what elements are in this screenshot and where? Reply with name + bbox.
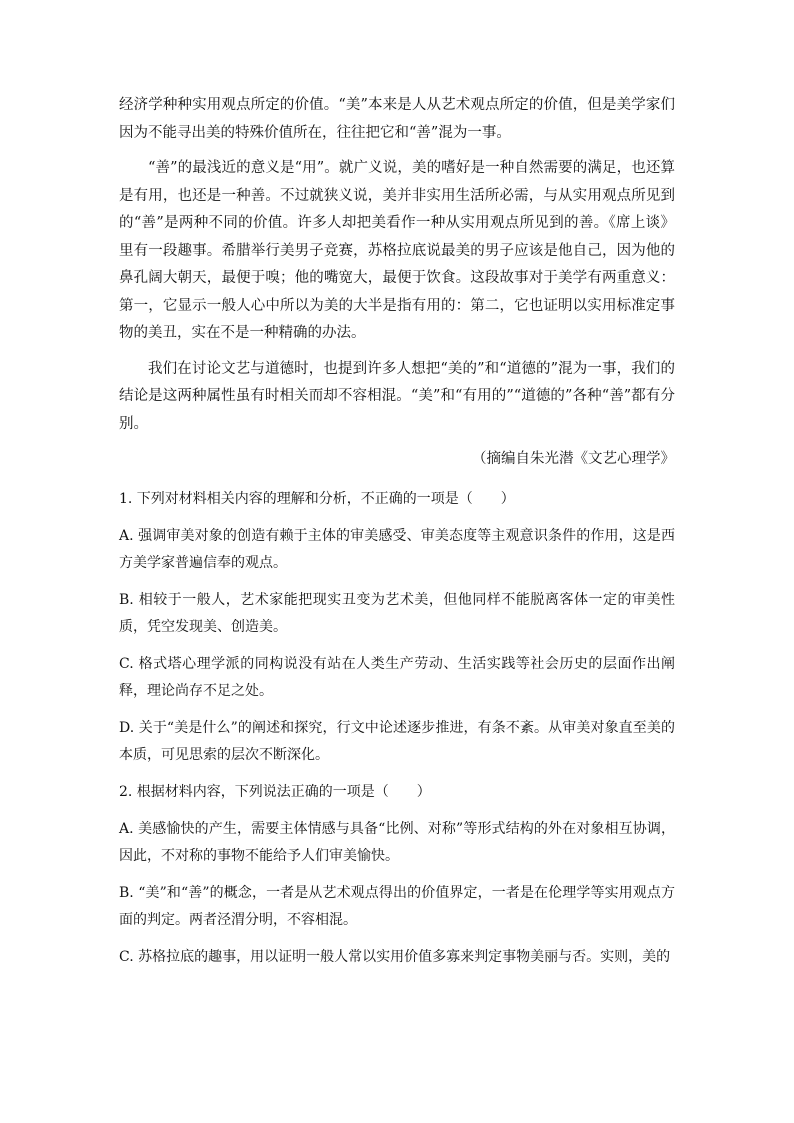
question-stem: 1. 下列对材料相关内容的理解和分析，不正确的一项是（ ） — [119, 490, 515, 507]
option-a: A. 强调审美对象的创造有赖于主体的审美感受、审美态度等主观意识条件的作用，这是西方美学家普遍信奉的观点。 — [119, 527, 675, 571]
question-2 — [119, 779, 675, 971]
question-1 — [119, 486, 675, 769]
passage-paragraph-3: 我们在讨论文艺与道德时，也提到许多人想把“美的”和“道德的”混为一事，我们的结论是这两种属性虽有时相关而却不容相混。“美”和“有用的”“道德的”各种“善”都有分别。 — [119, 360, 675, 432]
passage-source: （摘编自朱光潜《文艺心理学》 — [472, 451, 675, 467]
option-c: C. 格式塔心理学派的同构说没有站在人类生产劳动、生活实践等社会历史的层面作出阐释，理论尚存不足之处。 — [119, 655, 675, 699]
question-stem: 2. 根据材料内容，下列说法正确的一项是（ ） — [119, 783, 431, 800]
option-d: D. 关于“美是什么”的阐述和探究，行文中论述逐步推进，有条不紊。从审美对象直至美的本质，可见思索的层次不断深化。 — [119, 719, 675, 763]
option-b: B. 相较于一般人，艺术家能把现实丑变为艺术美，但他同样不能脱离客体一定的审美性质，凭空发现美、创造美。 — [119, 591, 675, 635]
passage-paragraph-1: 经济学种种实用观点所定的价值。“美”本来是人从艺术观点所定的价值，但是美学家们因为不能寻出美的特殊价值所在，往往把它和“善”混为一事。 — [119, 97, 675, 141]
option-c: C. 苏格拉底的趣事，用以证明一般人常以实用价值多寡来判定事物美丽与否。实则，美的 — [119, 948, 671, 965]
option-b: B. “美”和“善”的概念，一者是从艺术观点得出的价值界定，一者是在伦理学等实用观点方面的判定。两者泾渭分明，不容相混。 — [119, 884, 675, 928]
passage-paragraph-2: “善”的最浅近的意义是“用”。就广义说，美的嗜好是一种自然需要的满足，也还算是有用，也还是一种善。不过就狭义说，美并非实用生活所必需，与从实用观点所见到的“善”是两种不同的价值。许多人却把美看作一种从实用观点所见到的善。《席上谈》里有一段趣事。希腊举行美男子竞赛，苏格拉底说最美的男子应该是他自己，因为他的鼻孔阔大朝天，最便于嗅；他的嘴宽大，最便于饮食。这段故事对于美学有两重意义：第一，它显示一般人心中所以为美的大半是指有用的：第二，它也证明以实用标准定事物的美丑，实在不是一种精确的办法。 — [119, 160, 675, 341]
option-a: A. 美感愉快的产生，需要主体情感与具备“比例、对称”等形式结构的外在对象相互协调，因此，不对称的事物不能给予人们审美愉快。 — [119, 820, 675, 864]
document-body — [119, 92, 675, 981]
